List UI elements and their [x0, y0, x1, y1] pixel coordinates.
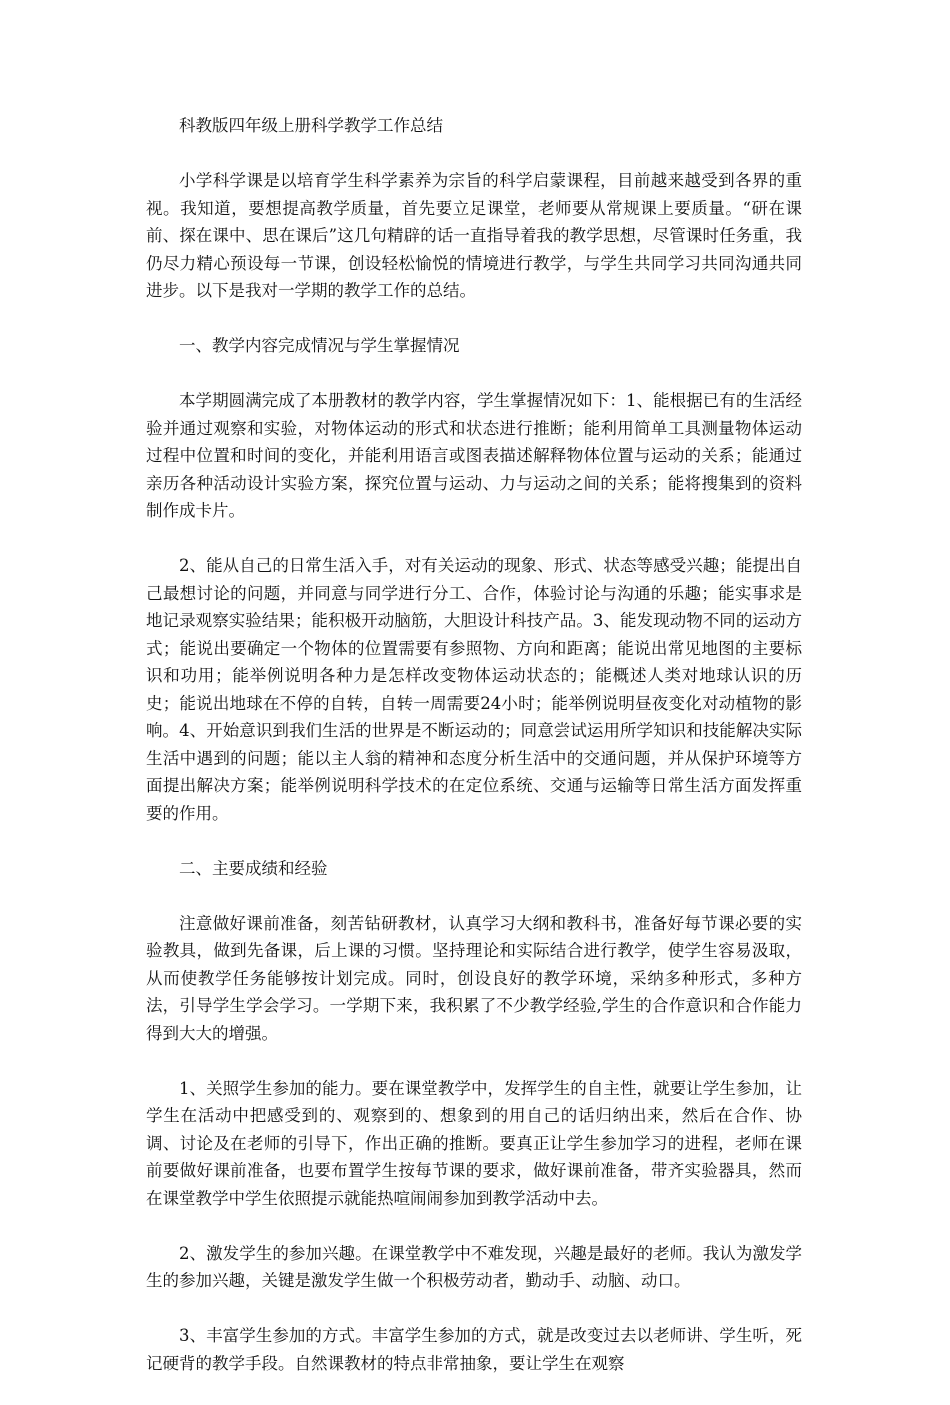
- section-heading-1: 一、教学内容完成情况与学生掌握情况: [179, 336, 460, 355]
- paragraph-section2-b: 1、关照学生参加的能力。要在课堂教学中，发挥学生的自主性，就要让学生参加，让学生在活动中把感受到的、观察到的、想象到的用自己的话归纳出来，然后在合作、协调、讨论及在老师的引导下，作出正确的推断。要真正让学生参加学习的进程，老师在课前要做好课前准备，也要布置学生按每节课的要求，做好课前准备，带齐实验器具，然而在课堂教学中学生依照提示就能热喧闹闹参加到教学活动中去。: [146, 1078, 802, 1208]
- section-heading-2: 二、主要成绩和经验: [179, 858, 328, 878]
- paragraph-section1-b: 2、能从自己的日常生活入手，对有关运动的现象、形式、状态等感受兴趣；能提出自己最想讨论的问题，并同意与同学进行分工、合作，体验讨论与沟通的乐趣；能实事求是地记录观察实验结果；能积极开动脑筋，大胆设计科技产品。3、能发现动物不同的运动方式；能说出要确定一个物体的位置需要有参照物、方向和距离；能说出常见地图的主要标识和功用；能举例说明各种力是怎样改变物体运动状态的；能概述人类对地球认识的历史；能说出地球在不停的自转，自转一周需要24小时；能举例说明昼夜变化对动植物的影响。4、开始意识到我们生活的世界是不断运动的；同意尝试运用所学知识和技能解决实际生活中遇到的问题；能以主人翁的精神和态度分析生活中的交通问题，并从保护环境等方面提出解决方案；能举例说明科学技术的在定位系统、交通与运输等日常生活方面发挥重要的作用。: [146, 556, 802, 823]
- paragraph-section1-a: 本学期圆满完成了本册教材的教学内容，学生掌握情况如下：1、能根据已有的生活经验并通过观察和实验，对物体运动的形式和状态进行推断；能利用简单工具测量物体运动过程中位置和时间的变化，并能利用语言或图表描述解释物体位置与运动的关系；能通过亲历各种活动设计实验方案，探究位置与运动、力与运动之间的关系；能将搜集到的资料制作成卡片。: [146, 391, 802, 520]
- document-body: [146, 112, 802, 1405]
- document-title: 科教版四年级上册科学教学工作总结: [179, 116, 443, 135]
- paragraph-intro: 小学科学课是以培育学生科学素养为宗旨的科学启蒙课程，目前越来越受到各界的重视。我知道，要想提高教学质量，首先要立足课堂，老师要从常规课上要质量。“研在课前、探在课中、思在课后”这几句精辟的话一直指导着我的教学思想，尽管课时任务重，我仍尽力精心预设每一节课，创设轻松愉悦的情境进行教学，与学生共同学习共同沟通共同进步。以下是我对一学期的教学工作的总结。: [146, 171, 802, 300]
- paragraph-section2-a: 注意做好课前准备，刻苦钻研教材，认真学习大纲和教科书，准备好每节课必要的实验教具，做到先备课，后上课的习惯。坚持理论和实际结合进行教学，使学生容易汲取，从而使教学任务能够按计划完成。同时，创设良好的教学环境，采纳多种形式，多种方法，引导学生学会学习。一学期下来，我积累了不少教学经验,学生的合作意识和合作能力得到大大的增强。: [146, 913, 802, 1043]
- paragraph-section2-d: 3、丰富学生参加的方式。丰富学生参加的方式，就是改变过去以老师讲、学生听，死记硬背的教学手段。自然课教材的特点非常抽象，要让学生在观察: [146, 1326, 802, 1373]
- paragraph-section2-c: 2、激发学生的参加兴趣。在课堂教学中不难发现，兴趣是最好的老师。我认为激发学生的参加兴趣，关键是激发学生做一个积极劳动者，勤动手、动脑、动口。: [146, 1243, 802, 1290]
